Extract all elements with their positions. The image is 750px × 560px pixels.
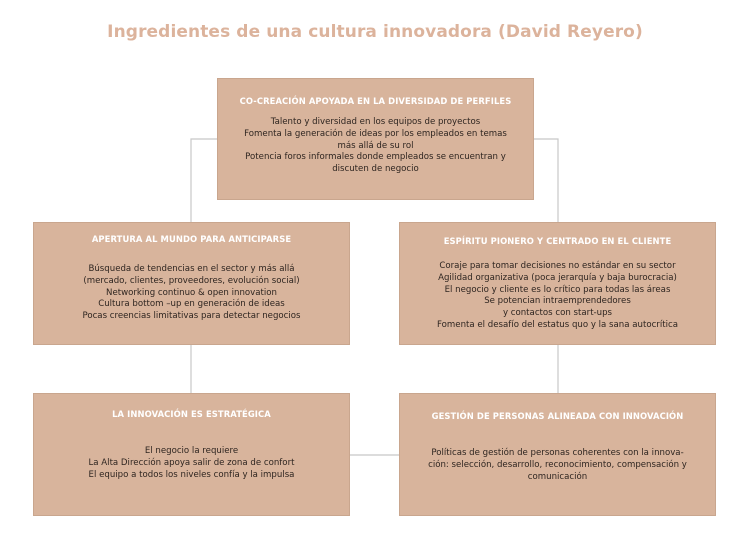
box-line: Fomenta el desafío del estatus quo y la sana autocrítica (437, 319, 678, 330)
box-line: Búsqueda de tendencias en el sector y más allá (88, 264, 295, 274)
box-line: Fomenta la generación de ideas por los empleados en temas (244, 128, 507, 139)
box-line: Políticas de gestión de personas coherentes con la innova- (431, 448, 684, 458)
box-line: Se potencian intraemprendedores (484, 296, 631, 307)
box-line: y contactos con start-ups (502, 308, 613, 319)
box-heading: LA INNOVACIÓN ES ESTRATÉGICA (112, 409, 271, 419)
box-body (34, 264, 349, 323)
box-line: comunicación (527, 471, 588, 482)
box-line: Pocas creencias limitativas para detectar negocios (82, 311, 301, 322)
box-line: más allá de su rol (337, 140, 414, 151)
box-innovacion-estrategica (33, 393, 350, 516)
box-line: (mercado, clientes, proveedores, evolución social) (83, 275, 300, 286)
box-heading: GESTIÓN DE PERSONAS ALINEADA CON INNOVACIÓN (431, 411, 684, 421)
box-body (218, 117, 533, 176)
box-line: Coraje para tomar decisiones no estándar en su sector (439, 261, 676, 271)
box-body (400, 261, 715, 332)
box-body (34, 446, 349, 481)
box-line: ción: selección, desarrollo, reconocimiento, compensación y (428, 459, 687, 470)
box-line: El negocio la requiere (144, 446, 239, 456)
box-line: Networking continuo & open innovation (106, 287, 277, 298)
box-gestion-personas (399, 393, 716, 516)
box-line: Talento y diversidad en los equipos de proyectos (270, 117, 481, 127)
box-body (400, 448, 715, 483)
box-heading: APERTURA AL MUNDO PARA ANTICIPARSE (91, 234, 292, 244)
box-line: Agilidad organizativa (poca jerarquía y baja burocracia) (438, 272, 677, 283)
box-apertura (33, 222, 350, 345)
connector-top-right (534, 139, 558, 222)
connector-top-left (191, 139, 217, 222)
box-heading: ESPÍRITU PIONERO Y CENTRADO EN EL CLIENTE (443, 236, 672, 246)
box-line: Cultura bottom –up en generación de ideas (98, 299, 285, 310)
box-espiritu-pionero (399, 222, 716, 345)
box-line: La Alta Dirección apoya salir de zona de confort (88, 457, 295, 468)
box-line: discuten de negocio (332, 164, 419, 175)
diagram-title: Ingredientes de una cultura innovadora (David Reyero) (107, 22, 643, 42)
box-line: El negocio y cliente es lo crítico para todas las áreas (444, 284, 671, 295)
box-line: Potencia foros informales donde empleados se encuentran y (245, 152, 506, 163)
box-line: El equipo a todos los niveles confía y la impulsa (88, 469, 295, 480)
box-heading: CO-CREACIÓN APOYADA EN LA DIVERSIDAD DE PERFILES (239, 96, 512, 106)
box-co-creacion (217, 78, 534, 200)
